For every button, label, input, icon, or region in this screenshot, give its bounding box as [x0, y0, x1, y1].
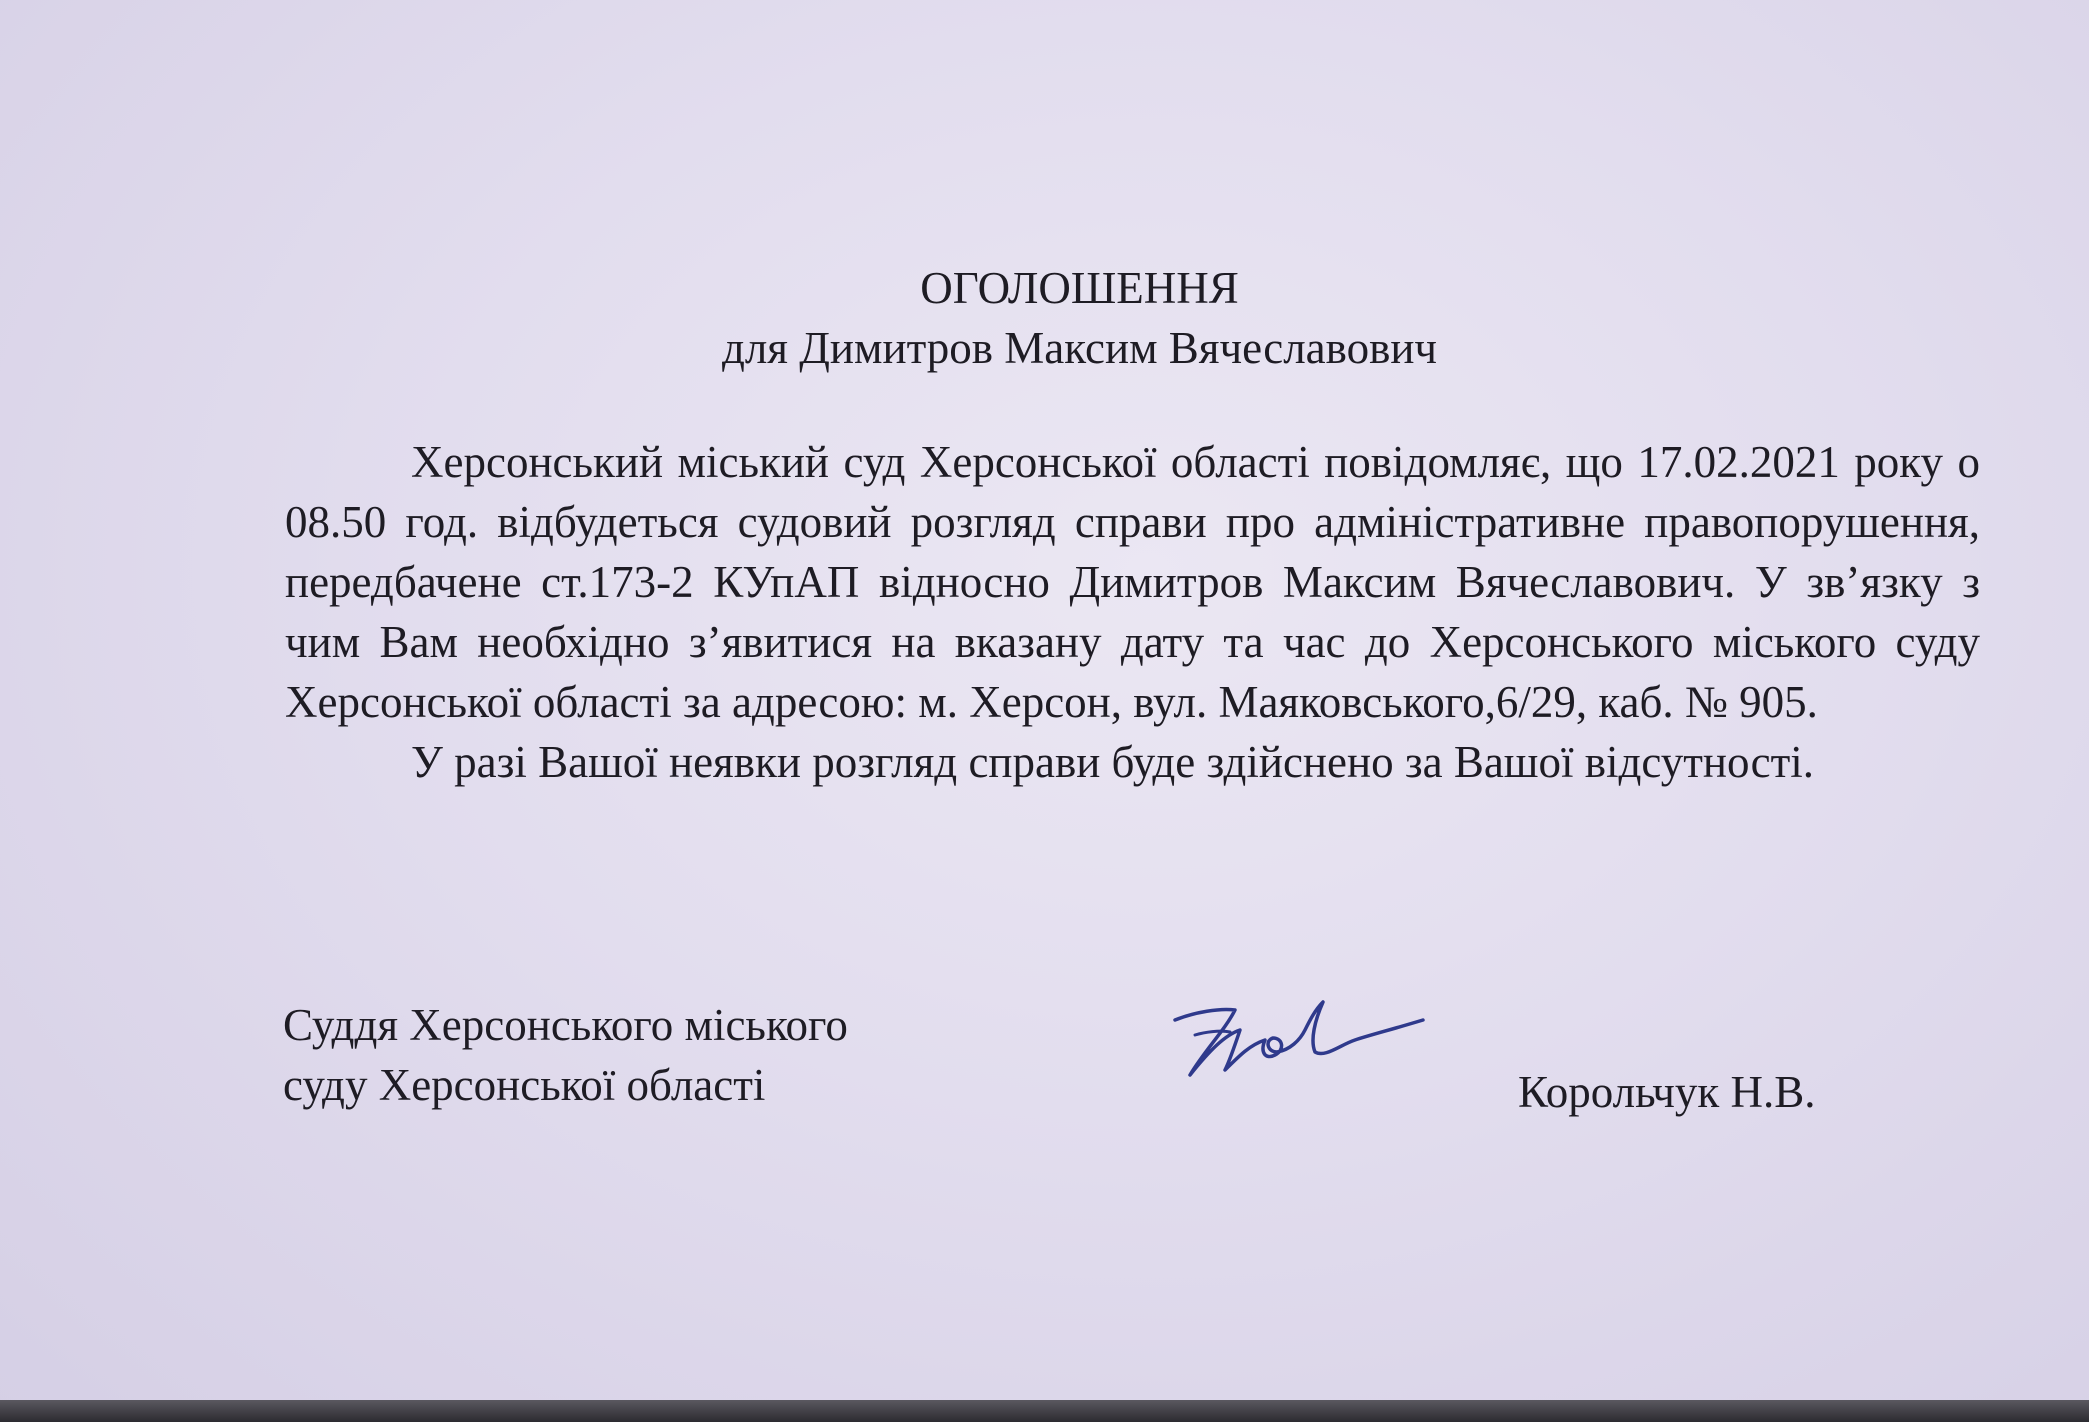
judge-position-line-2: суду Херсонської області: [283, 1060, 766, 1110]
notice-paragraph-absence: У разі Вашої неявки розгляд справи буде здійснено за Вашої відсутності.: [411, 737, 1814, 787]
notice-addressee: для Димитров Максим Вячеславович: [721, 323, 1438, 373]
judge-position: [283, 995, 983, 1115]
judge-name: Корольчук Н.В.: [1518, 1067, 1816, 1117]
table-edge: [0, 1400, 2089, 1422]
notice-paragraph-main: Херсонський міський суд Херсонської області повідомляє, що 17.02.2021 року о 08.50 год. відбудеться судовий розгляд справи про адміністративне правопорушення, передбачене ст.173-2 КУпАП відносно Димитров Максим Вячеславович. У зв’язку з чим Вам необхідно з’явитися на вказану дату та час до Херсонського міського суду Херсонської області за адресою: м. Херсон, вул. Маяковського,6/29, каб. № 905.: [285, 437, 1980, 727]
signature-icon: [1165, 990, 1445, 1095]
judge-position-line-1: Суддя Херсонського міського: [283, 1000, 848, 1050]
notice-body: [285, 432, 1980, 792]
notice-title: ОГОЛОШЕННЯ: [920, 263, 1239, 313]
